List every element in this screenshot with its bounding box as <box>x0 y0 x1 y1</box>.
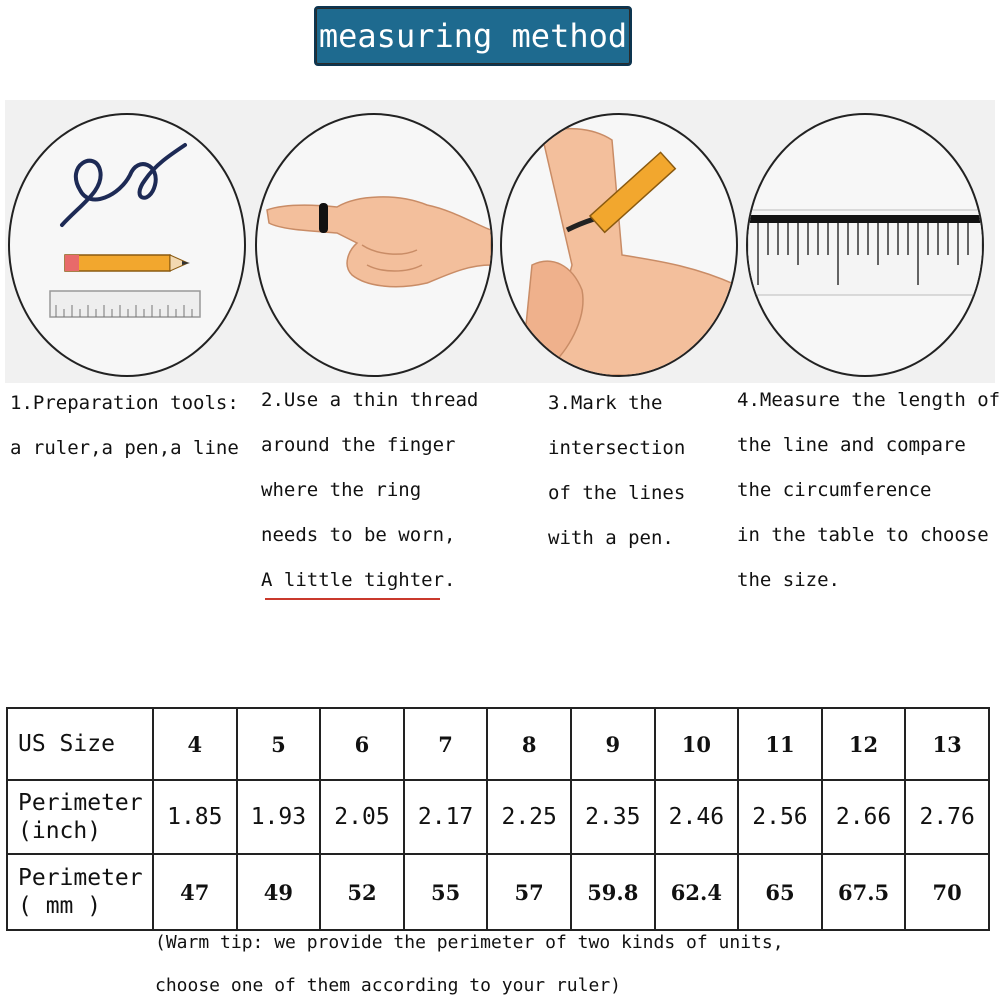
table-cell: 52 <box>320 854 404 930</box>
step-4-line-1: 4.Measure the length of <box>737 389 1000 411</box>
table-row <box>7 708 989 780</box>
table-cell: 70 <box>905 854 989 930</box>
step-4-line-2: the line and compare <box>737 434 966 456</box>
table-cell: 2.35 <box>571 780 655 854</box>
ruler-measure-icon <box>746 113 984 377</box>
step-4-line-4: in the table to choose <box>737 524 989 546</box>
row-header-perimeter-mm <box>7 854 153 930</box>
step-4-text <box>737 378 1000 603</box>
table-row <box>7 854 989 930</box>
table-cell: 2.17 <box>404 780 488 854</box>
step-2-line-4: needs to be worn, <box>261 524 456 546</box>
step-2-text <box>261 378 478 603</box>
table-cell: 49 <box>237 854 321 930</box>
step-3-line-2: intersection <box>548 437 686 459</box>
step-2-line-5: A little tighter. <box>261 569 456 591</box>
pen-mark-icon <box>500 113 738 377</box>
table-cell: 9 <box>571 708 655 780</box>
row-header-unit: ( mm ) <box>18 893 102 919</box>
step-3-text <box>548 381 685 561</box>
row-header-label: Perimeter <box>18 865 143 891</box>
step-1-line-2: a ruler,a pen,a line <box>10 437 239 459</box>
table-cell: 67.5 <box>822 854 906 930</box>
row-header-label: US Size <box>18 731 115 757</box>
table-cell: 12 <box>822 708 906 780</box>
table-cell: 2.46 <box>655 780 739 854</box>
table-cell: 62.4 <box>655 854 739 930</box>
step-4-line-5: the size. <box>737 569 840 591</box>
table-cell: 1.85 <box>153 780 237 854</box>
ring-size-table <box>6 707 990 931</box>
step-4-line-3: the circumference <box>737 479 932 501</box>
table-cell: 1.93 <box>237 780 321 854</box>
table-cell: 57 <box>487 854 571 930</box>
step-3-line-3: of the lines <box>548 482 686 504</box>
warm-tip-line-2: choose one of them according to your ruler) <box>155 975 621 996</box>
table-cell: 5 <box>237 708 321 780</box>
row-header-unit: (inch) <box>18 818 102 844</box>
table-row <box>7 780 989 854</box>
table-cell: 7 <box>404 708 488 780</box>
tighter-underline <box>265 598 440 600</box>
table-cell: 2.56 <box>738 780 822 854</box>
finger-thread-icon <box>255 113 493 377</box>
table-cell: 2.25 <box>487 780 571 854</box>
step-3-line-1: 3.Mark the <box>548 392 663 414</box>
table-cell: 65 <box>738 854 822 930</box>
table-cell: 11 <box>738 708 822 780</box>
table-cell: 10 <box>655 708 739 780</box>
table-cell: 2.05 <box>320 780 404 854</box>
warm-tip-line-1: (Warm tip: we provide the perimeter of two kinds of units, <box>155 932 784 953</box>
row-header-us-size <box>7 708 153 780</box>
table-cell: 6 <box>320 708 404 780</box>
tools-icon <box>8 113 246 377</box>
step-1-line-1: 1.Preparation tools: <box>10 392 239 414</box>
step-1-text <box>10 381 239 471</box>
step-2-line-2: around the finger <box>261 434 456 456</box>
row-header-perimeter-inch <box>7 780 153 854</box>
step-3-line-4: with a pen. <box>548 527 674 549</box>
table-cell: 47 <box>153 854 237 930</box>
table-cell: 4 <box>153 708 237 780</box>
page-title: measuring method <box>314 6 632 66</box>
table-cell: 59.8 <box>571 854 655 930</box>
row-header-label: Perimeter <box>18 790 143 816</box>
step-2-line-3: where the ring <box>261 479 422 501</box>
table-cell: 2.76 <box>905 780 989 854</box>
table-cell: 2.66 <box>822 780 906 854</box>
table-cell: 55 <box>404 854 488 930</box>
table-cell: 8 <box>487 708 571 780</box>
step-2-line-1: 2.Use a thin thread <box>261 389 479 411</box>
table-cell: 13 <box>905 708 989 780</box>
